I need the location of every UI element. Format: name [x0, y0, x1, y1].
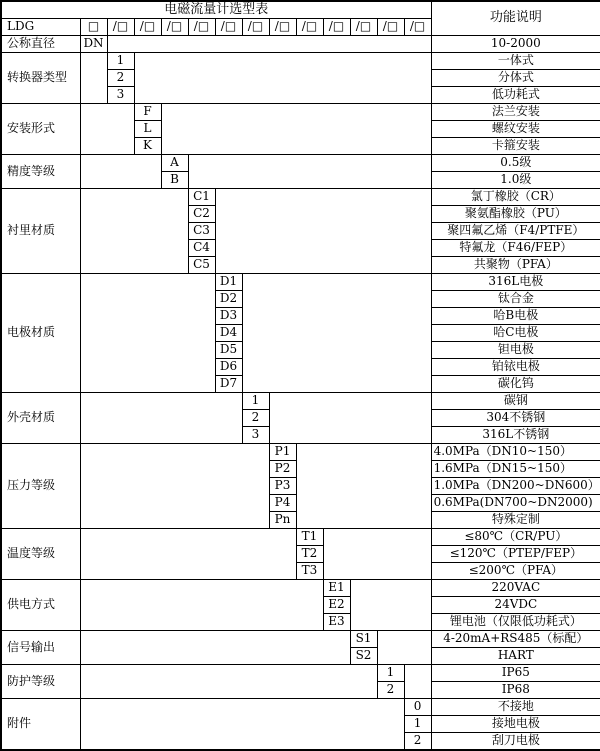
code-cell: E1	[323, 580, 350, 597]
table-row	[1, 444, 600, 461]
model-slot: /□	[323, 19, 350, 36]
code-cell: D3	[215, 308, 242, 325]
group-label: 公称直径	[1, 36, 80, 53]
title-row	[1, 1, 600, 19]
code-cell: P1	[269, 444, 296, 461]
blank-cell	[80, 699, 404, 751]
desc-cell: 304不锈钢	[431, 410, 600, 427]
code-cell: C1	[188, 189, 215, 206]
group-label: 附件	[1, 699, 80, 751]
desc-cell: 刮刀电极	[431, 733, 600, 751]
code-cell: S1	[350, 631, 377, 648]
code-cell: D6	[215, 359, 242, 376]
code-cell: B	[161, 172, 188, 189]
blank-cell	[107, 36, 431, 53]
function-column-header: 功能说明	[431, 1, 600, 36]
desc-cell: 不接地	[431, 699, 600, 716]
blank-cell	[80, 155, 161, 189]
desc-cell: 钽电极	[431, 342, 600, 359]
blank-cell	[80, 53, 107, 104]
code-cell: 2	[404, 733, 431, 751]
code-cell: P3	[269, 478, 296, 495]
group-label: 压力等级	[1, 444, 80, 529]
table-row	[1, 631, 600, 648]
code-cell: 1	[377, 665, 404, 682]
blank-cell	[323, 529, 431, 580]
table-row	[1, 580, 600, 597]
model-slot-first: □	[80, 19, 107, 36]
desc-cell: 哈C电极	[431, 325, 600, 342]
table-row	[1, 393, 600, 410]
code-cell: A	[161, 155, 188, 172]
blank-cell	[269, 393, 431, 444]
table-row	[1, 189, 600, 206]
desc-cell: 氯丁橡胶（CR）	[431, 189, 600, 206]
desc-cell: 共聚物（PFA）	[431, 257, 600, 274]
model-slot: /□	[242, 19, 269, 36]
model-slot: /□	[350, 19, 377, 36]
code-cell: L	[134, 121, 161, 138]
code-cell: 2	[242, 410, 269, 427]
group-label: 防护等级	[1, 665, 80, 699]
group-label: 供电方式	[1, 580, 80, 631]
model-slot: /□	[107, 19, 134, 36]
table-row	[1, 274, 600, 291]
code-cell: D5	[215, 342, 242, 359]
desc-cell: 锂电池（仅限低功耗式）	[431, 614, 600, 631]
blank-cell	[188, 155, 431, 189]
desc-cell: 1.0级	[431, 172, 600, 189]
code-cell: E3	[323, 614, 350, 631]
blank-cell	[377, 631, 431, 665]
desc-cell: 分体式	[431, 70, 600, 87]
desc-cell: 法兰安装	[431, 104, 600, 121]
blank-cell	[80, 631, 350, 665]
code-cell: P4	[269, 495, 296, 512]
code-cell: C3	[188, 223, 215, 240]
blank-cell	[80, 529, 296, 580]
desc-cell: 1.0MPa（DN200~DN600）	[431, 478, 600, 495]
code-cell: T2	[296, 546, 323, 563]
desc-cell: 铂铱电极	[431, 359, 600, 376]
code-cell: DN	[80, 36, 107, 53]
desc-cell: 24VDC	[431, 597, 600, 614]
blank-cell	[80, 274, 215, 393]
group-label: 温度等级	[1, 529, 80, 580]
group-label: 信号输出	[1, 631, 80, 665]
table-row	[1, 36, 600, 53]
code-cell: S2	[350, 648, 377, 665]
table-row	[1, 665, 600, 682]
desc-cell: 316L不锈钢	[431, 427, 600, 444]
group-label: 安装形式	[1, 104, 80, 155]
code-cell: 1	[242, 393, 269, 410]
blank-cell	[215, 189, 431, 274]
table-row	[1, 155, 600, 172]
code-cell: F	[134, 104, 161, 121]
table-title: 电磁流量计选型表	[1, 1, 431, 19]
code-cell: C4	[188, 240, 215, 257]
blank-cell	[80, 665, 377, 699]
code-cell: 1	[107, 53, 134, 70]
desc-cell: 特氟龙（F46/FEP）	[431, 240, 600, 257]
blank-cell	[80, 189, 188, 274]
group-label: 精度等级	[1, 155, 80, 189]
table-row	[1, 104, 600, 121]
desc-cell: 聚四氟乙烯（F4/PTFE）	[431, 223, 600, 240]
group-label: 电极材质	[1, 274, 80, 393]
blank-cell	[80, 444, 269, 529]
blank-cell	[80, 393, 242, 444]
desc-cell: 特殊定制	[431, 512, 600, 529]
model-slot: /□	[161, 19, 188, 36]
code-cell: C2	[188, 206, 215, 223]
code-cell: 1	[404, 716, 431, 733]
table-row	[1, 53, 600, 70]
code-cell: D2	[215, 291, 242, 308]
desc-cell: ≤120℃（PTEP/FEP）	[431, 546, 600, 563]
table-row	[1, 699, 600, 716]
code-cell: 2	[377, 682, 404, 699]
desc-cell: IP68	[431, 682, 600, 699]
blank-cell	[242, 274, 431, 393]
desc-cell: 钛合金	[431, 291, 600, 308]
blank-cell	[296, 444, 431, 529]
desc-cell: 316L电极	[431, 274, 600, 291]
code-cell: Pn	[269, 512, 296, 529]
desc-cell: 10-2000	[431, 36, 600, 53]
code-cell: T1	[296, 529, 323, 546]
desc-cell: 聚氨酯橡胶（PU）	[431, 206, 600, 223]
code-cell: 3	[242, 427, 269, 444]
desc-cell: 哈B电极	[431, 308, 600, 325]
desc-cell: 接地电极	[431, 716, 600, 733]
model-slot: /□	[188, 19, 215, 36]
desc-cell: 碳钢	[431, 393, 600, 410]
blank-cell	[80, 104, 134, 155]
model-slot: /□	[269, 19, 296, 36]
desc-cell: HART	[431, 648, 600, 665]
group-label: 转换器类型	[1, 53, 80, 104]
group-label: 衬里材质	[1, 189, 80, 274]
model-slot: /□	[215, 19, 242, 36]
desc-cell: ≤80℃（CR/PU）	[431, 529, 600, 546]
desc-cell: 低功耗式	[431, 87, 600, 104]
table-row	[1, 529, 600, 546]
code-cell: T3	[296, 563, 323, 580]
blank-cell	[350, 580, 431, 631]
desc-cell: 一体式	[431, 53, 600, 70]
blank-cell	[80, 580, 323, 631]
blank-cell	[134, 53, 431, 104]
code-cell: P2	[269, 461, 296, 478]
desc-cell: 1.6MPa（DN15~150）	[431, 461, 600, 478]
model-slot: /□	[134, 19, 161, 36]
model-slot: /□	[377, 19, 404, 36]
group-label: 外壳材质	[1, 393, 80, 444]
code-cell: D1	[215, 274, 242, 291]
desc-cell: ≤200℃（PFA）	[431, 563, 600, 580]
model-slot: /□	[296, 19, 323, 36]
blank-cell	[161, 104, 431, 155]
code-cell: D4	[215, 325, 242, 342]
code-cell: 3	[107, 87, 134, 104]
code-cell: C5	[188, 257, 215, 274]
desc-cell: 碳化钨	[431, 376, 600, 393]
desc-cell: IP65	[431, 665, 600, 682]
code-cell: E2	[323, 597, 350, 614]
model-prefix: LDG	[1, 19, 80, 36]
desc-cell: 4.0MPa（DN10~150）	[431, 444, 600, 461]
desc-cell: 0.5级	[431, 155, 600, 172]
code-cell: 0	[404, 699, 431, 716]
desc-cell: 220VAC	[431, 580, 600, 597]
desc-cell: 4-20mA+RS485（标配）	[431, 631, 600, 648]
desc-cell: 螺纹安装	[431, 121, 600, 138]
model-slot: /□	[404, 19, 431, 36]
blank-cell	[404, 665, 431, 699]
code-cell: D7	[215, 376, 242, 393]
code-cell: 2	[107, 70, 134, 87]
desc-cell: 卡箍安装	[431, 138, 600, 155]
code-cell: K	[134, 138, 161, 155]
desc-cell: 0.6MPa(DN700~DN2000)	[431, 495, 600, 512]
